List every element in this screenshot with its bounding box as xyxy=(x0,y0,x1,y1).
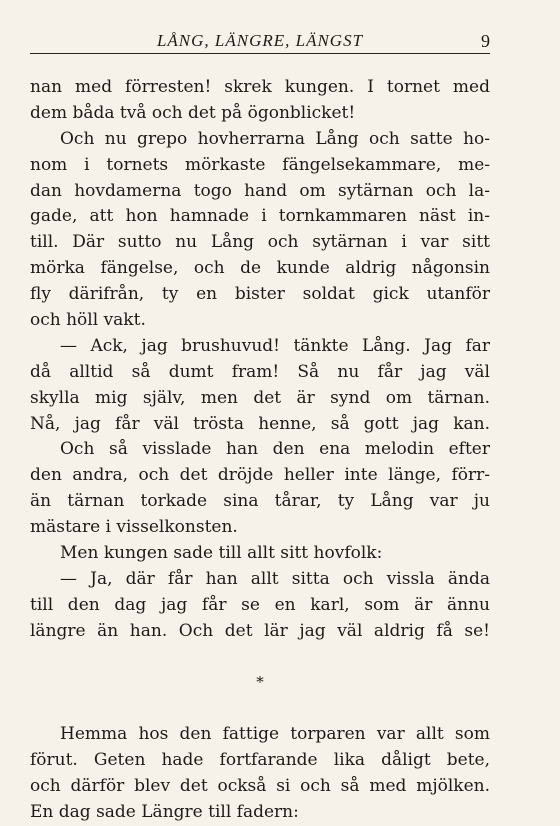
section-separator: * xyxy=(256,673,264,692)
text-line: än tärnan torkade sina tårar, ty Lång var ju xyxy=(30,491,490,512)
text-line: till. Där sutto nu Lång och sytärnan i var sitt xyxy=(30,232,490,253)
text-line: gade, att hon hamnade i tornkammaren näst in- xyxy=(30,206,490,227)
body-text xyxy=(30,75,490,826)
page-number: 9 xyxy=(481,31,490,51)
text-line: till den dag jag får se en karl, som är ännu xyxy=(30,594,490,615)
text-line: En dag sade Längre till fadern: xyxy=(30,801,299,822)
text-line: längre än han. Och det lär jag väl aldrig få se! xyxy=(30,620,490,641)
text-line: dem båda två och det på ögonblicket! xyxy=(30,102,356,123)
text-line: Men kungen sade till allt sitt hovfolk: xyxy=(60,543,383,564)
blank-line xyxy=(30,645,490,671)
running-header xyxy=(30,30,490,54)
text-line: nom i tornets mörkaste fängelsekammare, me- xyxy=(30,154,490,175)
text-line: dan hovdamerna togo hand om sytärnan och la- xyxy=(30,180,490,201)
text-line: den andra, och det dröjde heller inte länge, förr- xyxy=(30,465,490,486)
text-line: nan med förresten! skrek kungen. I tornet med xyxy=(30,77,490,97)
text-line: och höll vakt. xyxy=(30,310,146,331)
text-line: — Ja, där får han allt sitta och vissla ända xyxy=(60,568,490,589)
text-line: Hemma hos den fattige torparen var allt som xyxy=(60,724,490,745)
text-line: fly därifrån, ty en bister soldat gick utanför xyxy=(30,284,490,305)
text-line: Nå, jag får väl trösta henne, så gott jag kan. xyxy=(30,413,490,434)
text-line: och därför blev det också si och så med mjölken. xyxy=(30,776,490,797)
text-line: skylla mig själv, men det är synd om tärnan. xyxy=(30,387,490,408)
text-line: Och så visslade han den ena melodin efter xyxy=(60,439,490,460)
blank-line xyxy=(30,696,490,722)
chapter-title: LÅNG, LÄNGRE, LÄNGST xyxy=(156,31,364,50)
text-line: då alltid så dumt fram! Så nu får jag väl xyxy=(30,361,490,382)
text-line: mörka fängelse, och de kunde aldrig någonsin xyxy=(30,258,490,279)
text-line: Och nu grepo hovherrarna Lång och satte ho- xyxy=(60,128,490,149)
text-line: mästare i visselkonsten. xyxy=(30,517,238,538)
text-line: — Ack, jag brushuvud! tänkte Lång. Jag far xyxy=(60,335,490,356)
text-line: förut. Geten hade fortfarande lika dåligt bete, xyxy=(30,750,490,771)
